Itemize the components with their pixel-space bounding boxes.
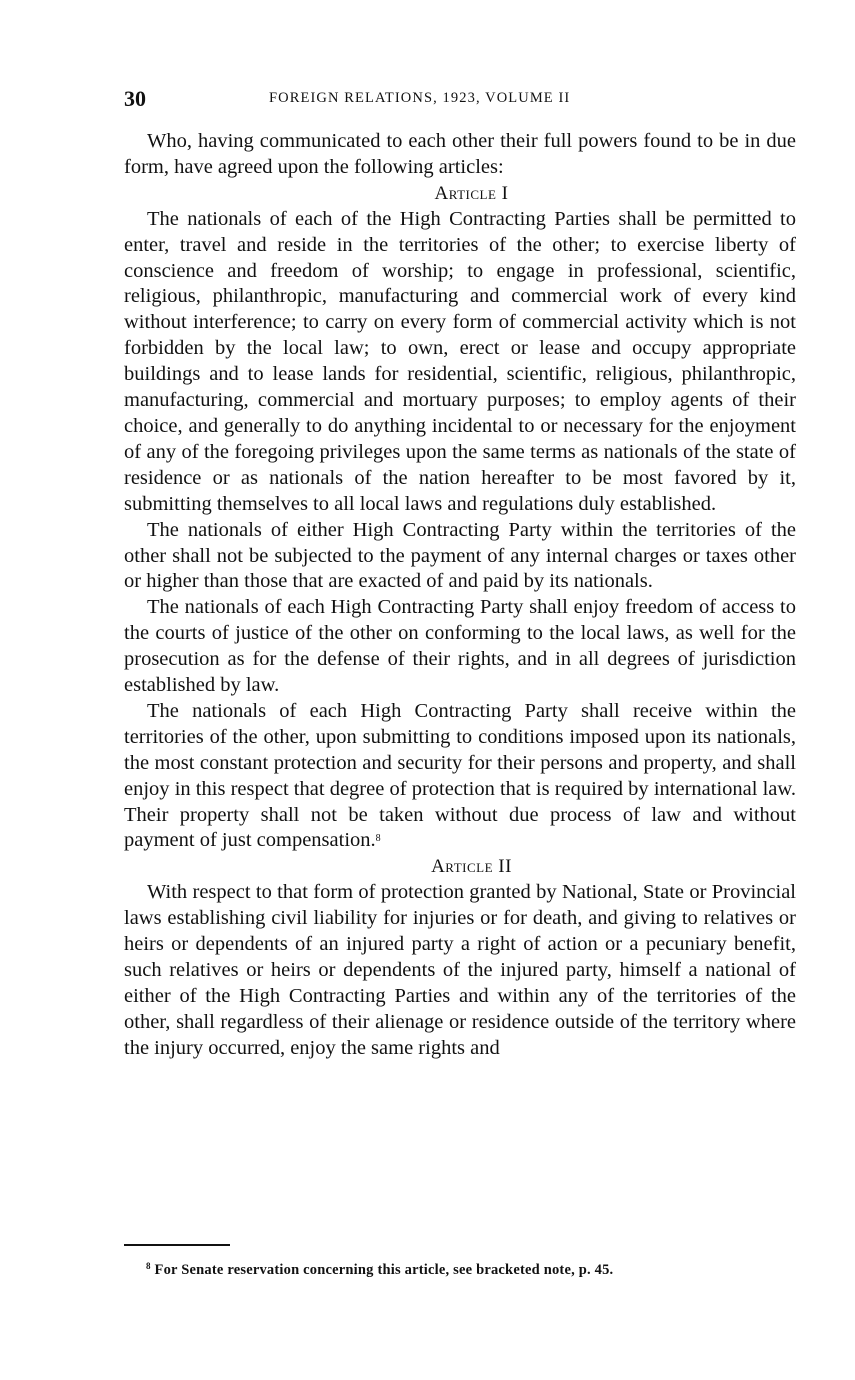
page-number: 30 xyxy=(124,86,146,111)
article-1-paragraph-1: The nationals of each of the High Contracting Parties shall be permitted to enter, travel and reside in the territories of the other; to exercise liberty of conscience and freedom of worship; to engage in professional, scientific, religious, philanthropic, manufacturing and commercial work of every kind without interference; to carry on every form of commercial activity which is not forbidden by the local law; to own, erect or lease and occupy appropriate buildings and to lease lands for residential, scientific, religious, philanthropic, manufacturing, commercial and mortuary purposes; to employ agents of their choice, and generally to do anything incidental to or necessary for the enjoyment of any of the foregoing privileges upon the same terms as nationals of the state of residence or as nationals of the nation hereafter to be most favored by it, submitting themselves to all local laws and regulations duly established. xyxy=(124,207,796,515)
running-head: FOREIGN RELATIONS, 1923, VOLUME II xyxy=(269,90,571,106)
page-header xyxy=(124,86,796,116)
body-text xyxy=(124,129,796,1062)
article-1-paragraph-3: The nationals of each High Contracting Party shall enjoy freedom of access to the courts of justice of the other on conforming to the local laws, as well for the prosecution as for the defense of their rights, and in all degrees of jurisdiction established by law. xyxy=(124,596,796,697)
footnote-marker: 8 xyxy=(146,1261,151,1271)
article-1-paragraph-4 xyxy=(124,699,796,854)
article-1-paragraph-2: The nationals of either High Contracting Party within the territories of the other shall not be subjected to the payment of any internal charges or taxes other or higher than those that are exacted of and paid by its nationals. xyxy=(124,518,796,593)
article-1-title: Article I xyxy=(434,182,509,204)
footnote-text: For Senate reservation concerning this article, see bracketed note, p. 45. xyxy=(154,1262,614,1278)
article-2-paragraph-1: With respect to that form of protection granted by National, State or Provincial laws establishing civil liability for injuries or for death, and giving to relatives or heirs or dependents of an injured party a right of action or a pecuniary benefit, such relatives or heirs or dependents of the injured party, himself a national of either of the High Contracting Parties and within any of the territories of the other, shall regardless of their alienage or residence outside of the territory where the injury occurred, enjoy the same rights and xyxy=(124,881,796,1059)
footnote-reference: 8 xyxy=(375,833,381,845)
intro-paragraph: Who, having communicated to each other their full powers found to be in due form, have agreed upon the following articles: xyxy=(124,130,796,178)
footnote xyxy=(146,1262,806,1279)
footnote-rule xyxy=(124,1244,230,1246)
article-2-title: Article II xyxy=(431,856,512,878)
article-1-paragraph-4-text: The nationals of each High Contracting Party shall receive within the territories of the other, upon submitting to conditions imposed upon its nationals, the most constant protection and security for their persons and property, and shall enjoy in this respect that degree of protection that is required by international law. Their property shall not be taken without due process of law and without payment of just compensation. xyxy=(124,699,796,852)
